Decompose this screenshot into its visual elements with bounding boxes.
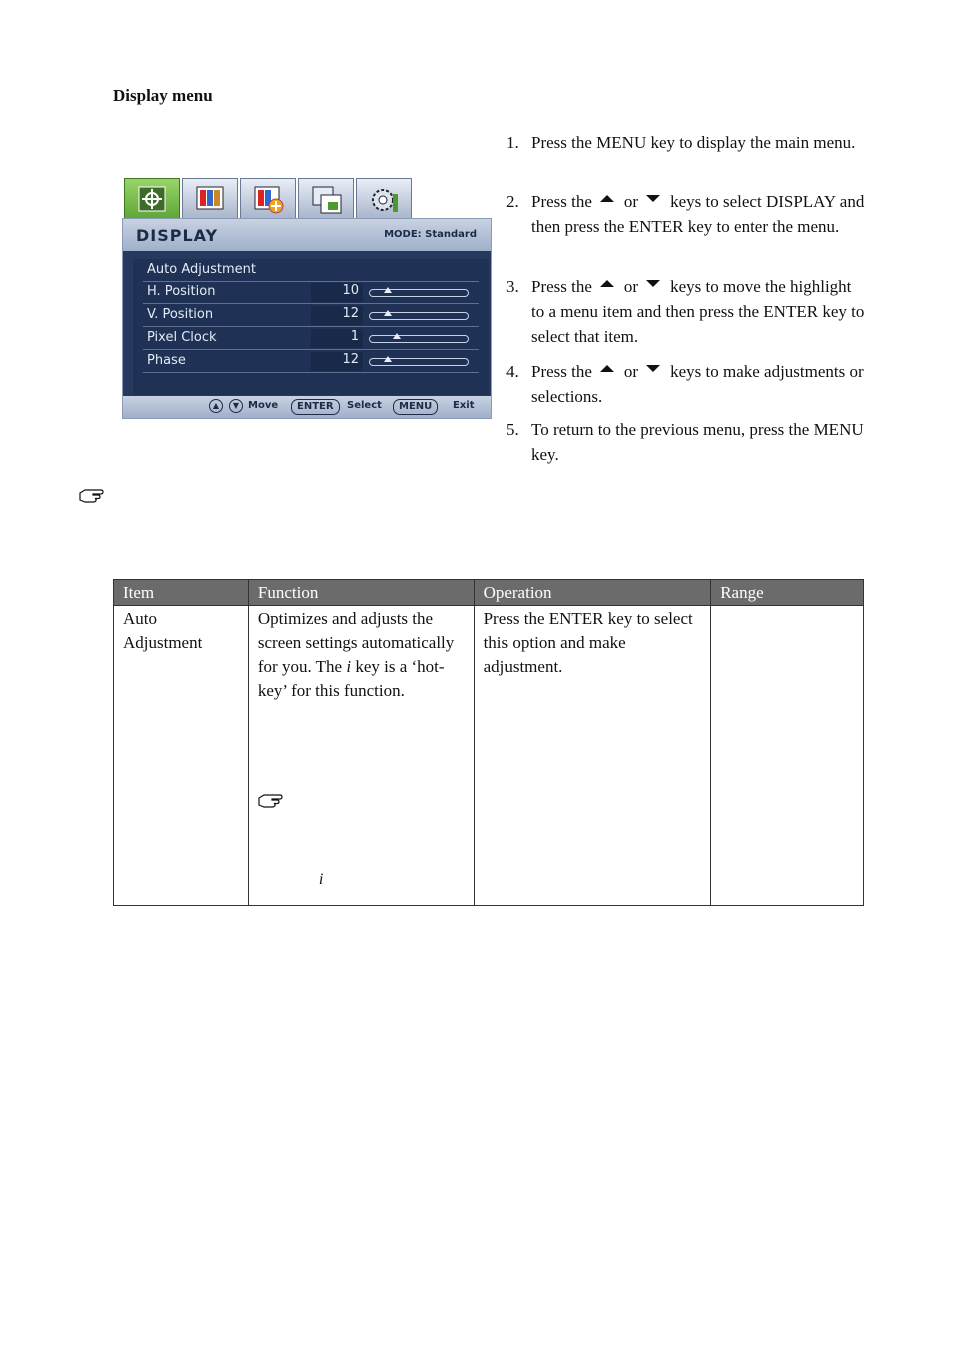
step-text-part: and then press the [531, 192, 865, 236]
i-key-glyph: i [346, 657, 352, 676]
step-text [531, 417, 866, 467]
step-text-part: keys to make adjustments or selections. [531, 362, 864, 406]
system-tab-icon [370, 186, 400, 214]
operation-text: key to select this option and make adjustment. [483, 609, 693, 676]
step-number: 2. [506, 192, 519, 211]
display-tab-icon [138, 186, 166, 212]
step-number: 5. [506, 420, 519, 439]
table-row [114, 606, 864, 906]
step-text-part: or [623, 192, 639, 211]
step-text [531, 189, 866, 239]
key-menu: MENU [596, 133, 647, 152]
up-arrow-icon: ▲ [209, 399, 223, 413]
osd-item-list [133, 259, 489, 395]
up-arrow-icon [600, 195, 614, 202]
step-text-part: Press the [531, 277, 592, 296]
osd-row-value: 12 [311, 306, 363, 325]
function-text: Optimizes and adjusts the screen settings automatically for you. The [257, 609, 455, 676]
key-enter: ENTER [628, 217, 684, 236]
osd-row-auto-adjustment [143, 261, 479, 282]
step-text-part: keys to select [670, 192, 766, 211]
input-tab-icon [312, 186, 342, 214]
osd-mode: MODE: Standard [384, 229, 477, 240]
note-hand-icon [258, 792, 284, 808]
step-text-part: keys to move the highlight to a menu item and then press the [531, 277, 852, 321]
osd-tab-input [298, 178, 354, 218]
osd-titlebar [123, 219, 491, 251]
table-header-row [114, 580, 864, 606]
operation-text: Press the [483, 609, 549, 628]
osd-slider-knob [384, 356, 392, 362]
step-text-part: Press the [531, 192, 592, 211]
osd-slider-knob [384, 310, 392, 316]
osd-footer-select: Select [347, 400, 382, 411]
step-number: 3. [506, 277, 519, 296]
cell-function [248, 606, 474, 906]
section-title: Display menu [113, 86, 213, 105]
up-arrow-icon [600, 280, 614, 287]
key-enter: ENTER [548, 609, 604, 628]
cell-item: Auto Adjustment [114, 606, 249, 906]
step-text-part: Press the [531, 362, 592, 381]
step-text-part: or [623, 362, 639, 381]
note-hand-icon [79, 487, 105, 503]
function-text-rest: key is a ‘hot-key’ for this function. [257, 657, 445, 700]
osd-title: DISPLAY [136, 226, 219, 245]
cell-operation [474, 606, 711, 906]
step-text [531, 359, 866, 409]
osd-row-label: Phase [147, 353, 186, 368]
header-range: Range [711, 580, 864, 606]
step-text-part: key to enter the menu. [683, 217, 840, 236]
osd-row-value: 10 [311, 283, 363, 302]
osd-row-label: Pixel Clock [147, 330, 217, 345]
header-operation: Operation [474, 580, 711, 606]
osd-screenshot [122, 174, 492, 420]
osd-tabs [122, 178, 492, 218]
osd-row-pixel-clock [143, 329, 479, 350]
key-display: DISPLAY [765, 192, 836, 211]
osd-footer-exit: Exit [453, 400, 475, 411]
osd-tab-picture [182, 178, 238, 218]
down-arrow-icon [646, 280, 660, 287]
step-number: 1. [506, 133, 519, 152]
osd-row-label: V. Position [147, 307, 214, 322]
osd-tab-picture-advanced [240, 178, 296, 218]
osd-panel [122, 218, 492, 398]
picture-tab-icon [196, 186, 224, 212]
osd-row-label: Auto Adjustment [147, 262, 256, 277]
osd-footer-menu: MENU [393, 399, 438, 415]
osd-footer-move: Move [248, 400, 279, 411]
osd-row-v-position [143, 306, 479, 327]
step-number: 4. [506, 362, 519, 381]
osd-row-value: 1 [311, 329, 363, 348]
osd-tab-system [356, 178, 412, 218]
step-text-part: or [623, 277, 639, 296]
down-arrow-icon [646, 365, 660, 372]
osd-slider-knob [384, 287, 392, 293]
header-item: Item [114, 580, 249, 606]
osd-row-h-position [143, 283, 479, 304]
settings-table [113, 579, 864, 906]
step-text-part: key to select that item. [531, 302, 865, 346]
step-text-part: To return to the previous menu, press the [531, 420, 814, 439]
osd-slider-knob [393, 333, 401, 339]
step-text-part: Press the [531, 133, 597, 152]
picture-advanced-tab-icon [254, 186, 284, 214]
key-menu: MENU [813, 420, 864, 439]
down-arrow-icon: ▼ [229, 399, 243, 413]
osd-tab-display [124, 178, 180, 220]
osd-footer-enter: ENTER [291, 399, 340, 415]
cell-range [711, 606, 864, 906]
step-text [531, 274, 866, 349]
osd-slider [369, 335, 469, 343]
step-text-part: key. [531, 445, 559, 464]
osd-footer [122, 396, 492, 419]
osd-row-phase [143, 352, 479, 373]
step-text [531, 130, 866, 155]
osd-row-label: H. Position [147, 284, 216, 299]
i-key-glyph: i [318, 871, 324, 888]
step-text-part: key to display the main menu. [646, 133, 856, 152]
key-enter: ENTER [763, 302, 819, 321]
up-arrow-icon [600, 365, 614, 372]
osd-row-value: 12 [311, 352, 363, 371]
down-arrow-icon [646, 195, 660, 202]
header-function: Function [248, 580, 474, 606]
